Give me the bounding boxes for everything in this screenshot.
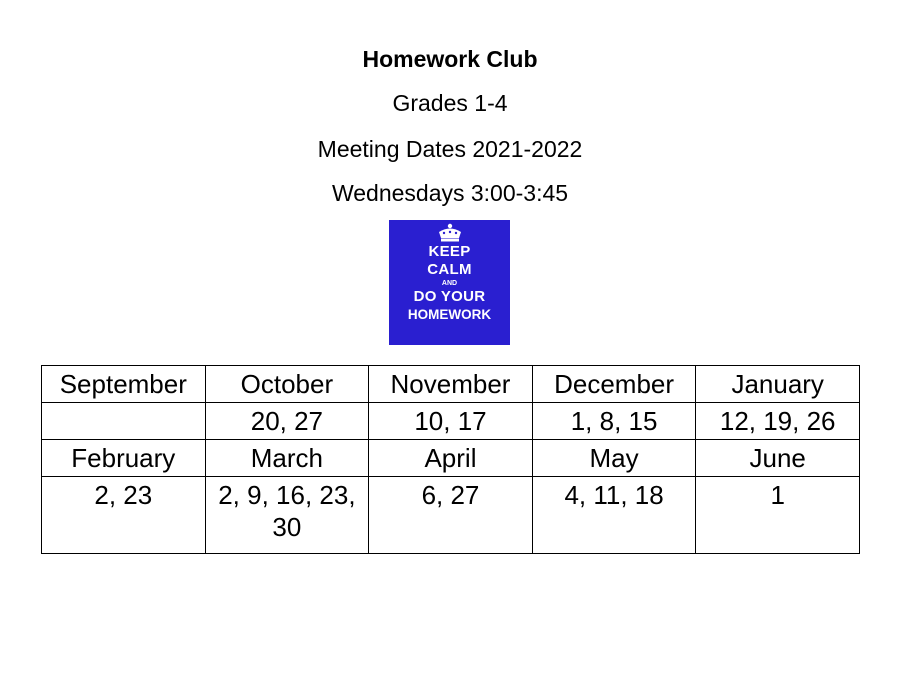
dates-cell xyxy=(42,403,206,440)
dates-cell: 2, 23 xyxy=(42,477,206,554)
table-row xyxy=(42,477,860,554)
dates-cell: 12, 19, 26 xyxy=(696,403,860,440)
schedule-line: Wednesdays 3:00-3:45 xyxy=(331,180,569,206)
dates-cell: 6, 27 xyxy=(369,477,533,554)
poster-line-keep: KEEP xyxy=(428,243,471,260)
table-row xyxy=(42,403,860,440)
dates-cell: 20, 27 xyxy=(205,403,369,440)
month-cell: February xyxy=(42,440,206,477)
dates-cell: 1 xyxy=(696,477,860,554)
month-cell: June xyxy=(696,440,860,477)
poster-line-do-your: DO YOUR xyxy=(413,288,486,305)
crown-icon xyxy=(435,223,465,243)
grades-line: Grades 1-4 xyxy=(392,90,508,116)
month-cell: September xyxy=(42,366,206,403)
meeting-dates-table xyxy=(41,365,860,554)
poster-line-homework: HOMEWORK xyxy=(407,307,492,322)
dates-cell: 10, 17 xyxy=(369,403,533,440)
poster-line-calm: CALM xyxy=(427,261,472,278)
month-cell: December xyxy=(532,366,696,403)
meeting-dates-line: Meeting Dates 2021-2022 xyxy=(317,136,583,162)
dates-cell: 1, 8, 15 xyxy=(532,403,696,440)
table-row xyxy=(42,440,860,477)
month-cell: November xyxy=(369,366,533,403)
month-cell: January xyxy=(696,366,860,403)
table-row xyxy=(42,366,860,403)
dates-cell: 4, 11, 18 xyxy=(532,477,696,554)
page-title: Homework Club xyxy=(362,46,538,72)
dates-cell: 2, 9, 16, 23, 30 xyxy=(205,477,369,554)
poster-line-and: AND xyxy=(441,280,458,287)
keep-calm-poster xyxy=(389,220,510,345)
month-cell: October xyxy=(205,366,369,403)
month-cell: May xyxy=(532,440,696,477)
month-cell: April xyxy=(369,440,533,477)
month-cell: March xyxy=(205,440,369,477)
